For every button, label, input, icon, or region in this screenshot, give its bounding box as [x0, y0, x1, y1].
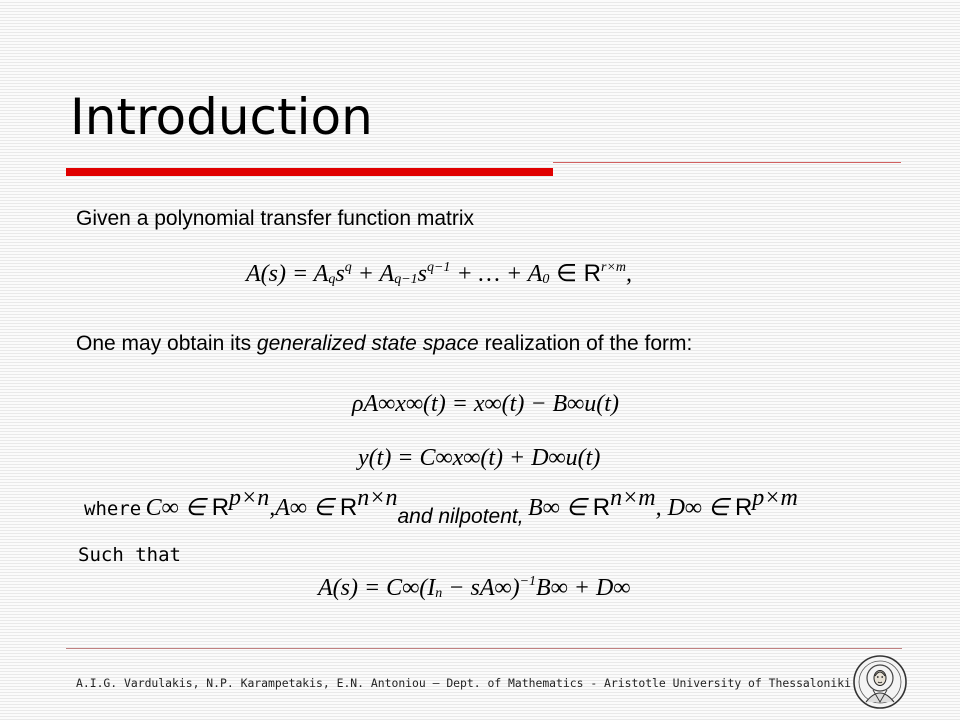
equation-state: ρA∞x∞(t) = x∞(t) − B∞u(t)	[352, 391, 619, 417]
where-sup-4: p×m	[752, 485, 798, 511]
such-that-label: Such that	[78, 544, 181, 566]
where-C: C∞ ∈	[145, 495, 212, 521]
eq1-s2: s	[417, 261, 427, 287]
eq1-body: A	[313, 261, 329, 287]
university-seal-icon	[852, 654, 908, 710]
footer-credits: A.I.G. Vardulakis, N.P. Karampetakis, E.N. Antoniou – Dept. of Mathematics - Aristotle University of Thessaloniki	[76, 676, 851, 690]
equation-polynomial-matrix	[246, 262, 632, 286]
where-real-set-4: R	[734, 494, 753, 521]
eq1-sup-q: q	[344, 260, 352, 275]
eq1-real-set: R	[583, 260, 601, 287]
eq1-s: s	[335, 261, 345, 287]
eq1-sup-dims: r×m	[601, 260, 627, 275]
eq4-mid: − sA∞)	[442, 575, 520, 601]
gss-text	[76, 333, 692, 354]
footer-rule	[66, 648, 902, 649]
where-line	[84, 485, 798, 528]
title-underline	[553, 162, 901, 163]
title-accent-bar	[66, 168, 553, 176]
eq1-rest: + … + A	[450, 261, 543, 287]
eq1-sub-q: q	[328, 272, 336, 287]
where-real-set-3: R	[592, 494, 611, 521]
where-label: where	[84, 498, 142, 520]
eq1-sub-q1: q−1	[394, 272, 418, 287]
where-nilpotent: and nilpotent,	[397, 505, 524, 528]
where-D: , D∞ ∈	[655, 495, 735, 521]
where-sup-1: p×n	[229, 485, 270, 511]
eq1-plus1: + A	[351, 261, 395, 287]
equation-transfer	[318, 576, 630, 600]
where-sup-3: n×m	[610, 485, 656, 511]
where-sup-2: n×n	[357, 485, 398, 511]
gss-text-italic: generalized state space	[256, 332, 479, 355]
eq4-sup-inv: −1	[519, 574, 537, 589]
where-A: ,A∞ ∈	[269, 495, 340, 521]
eq1-comma: ,	[626, 261, 633, 287]
where-B: B∞ ∈	[528, 495, 593, 521]
gss-text-before: One may obtain its	[76, 332, 257, 355]
slide-title: Introduction	[70, 88, 373, 146]
eq1-sup-q1: q−1	[426, 260, 451, 275]
gss-text-after: realization of the form:	[478, 332, 693, 355]
intro-text: Given a polynomial transfer function matrix	[76, 207, 475, 230]
where-real-set-1: R	[211, 494, 230, 521]
where-real-set-2: R	[339, 494, 358, 521]
eq1-lhs: A(s) =	[246, 261, 314, 287]
eq4-sub-n: n	[435, 586, 443, 601]
eq1-in: ∈	[549, 260, 584, 287]
eq1-sub-0: 0	[542, 272, 550, 287]
eq4-lhs: A(s) = C∞(I	[318, 575, 436, 601]
equation-output: y(t) = C∞x∞(t) + D∞u(t)	[358, 445, 601, 471]
eq4-rest: B∞ + D∞	[536, 575, 631, 601]
